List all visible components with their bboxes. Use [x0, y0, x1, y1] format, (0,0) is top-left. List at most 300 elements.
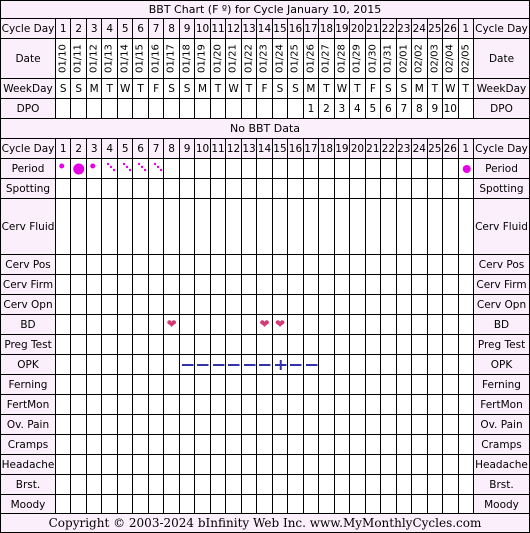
cerv_fluid-cell[interactable] — [195, 199, 210, 255]
cerv_opn-cell[interactable] — [164, 295, 179, 315]
period-cell[interactable] — [459, 159, 474, 179]
cerv_opn-cell[interactable] — [56, 295, 71, 315]
fertmon-cell[interactable] — [366, 395, 381, 415]
moody-cell[interactable] — [288, 495, 303, 515]
brst_tend-cell[interactable] — [319, 475, 334, 495]
cerv_fluid-cell[interactable] — [443, 199, 458, 255]
preg_test-cell[interactable] — [288, 335, 303, 355]
cerv_firm-cell[interactable] — [133, 275, 148, 295]
period-cell[interactable] — [257, 159, 272, 179]
period-cell[interactable] — [288, 159, 303, 179]
moody-cell[interactable] — [71, 495, 86, 515]
spotting-cell[interactable] — [226, 179, 241, 199]
fertmon-cell[interactable] — [319, 395, 334, 415]
cerv_pos-cell[interactable] — [71, 255, 86, 275]
moody-cell[interactable] — [350, 495, 365, 515]
preg_test-cell[interactable] — [118, 335, 133, 355]
fertmon-cell[interactable] — [164, 395, 179, 415]
headache-cell[interactable] — [211, 455, 226, 475]
cerv_opn-cell[interactable] — [397, 295, 412, 315]
ferning-cell[interactable] — [164, 375, 179, 395]
period-cell[interactable] — [381, 159, 396, 179]
brst_tend-cell[interactable] — [226, 475, 241, 495]
moody-cell[interactable] — [118, 495, 133, 515]
ferning-cell[interactable] — [226, 375, 241, 395]
fertmon-cell[interactable] — [149, 395, 164, 415]
ferning-cell[interactable] — [87, 375, 102, 395]
ferning-cell[interactable] — [149, 375, 164, 395]
cerv_firm-cell[interactable] — [226, 275, 241, 295]
opk-cell[interactable] — [211, 355, 226, 375]
spotting-cell[interactable] — [335, 179, 350, 199]
headache-cell[interactable] — [118, 455, 133, 475]
cerv_pos-cell[interactable] — [118, 255, 133, 275]
cerv_opn-cell[interactable] — [133, 295, 148, 315]
preg_test-cell[interactable] — [381, 335, 396, 355]
opk-cell[interactable] — [195, 355, 210, 375]
ov_pain-cell[interactable] — [211, 415, 226, 435]
cerv_fluid-cell[interactable] — [164, 199, 179, 255]
period-cell[interactable] — [195, 159, 210, 179]
cerv_firm-cell[interactable] — [304, 275, 319, 295]
cerv_opn-cell[interactable] — [71, 295, 86, 315]
cerv_fluid-cell[interactable] — [133, 199, 148, 255]
ferning-cell[interactable] — [443, 375, 458, 395]
cerv_fluid-cell[interactable] — [102, 199, 117, 255]
preg_test-cell[interactable] — [102, 335, 117, 355]
moody-cell[interactable] — [195, 495, 210, 515]
cramps-cell[interactable] — [335, 435, 350, 455]
period-cell[interactable] — [443, 159, 458, 179]
ferning-cell[interactable] — [350, 375, 365, 395]
preg_test-cell[interactable] — [273, 335, 288, 355]
brst_tend-cell[interactable] — [180, 475, 195, 495]
opk-cell[interactable] — [412, 355, 427, 375]
spotting-cell[interactable] — [242, 179, 257, 199]
cerv_opn-cell[interactable] — [381, 295, 396, 315]
headache-cell[interactable] — [319, 455, 334, 475]
headache-cell[interactable] — [443, 455, 458, 475]
cerv_pos-cell[interactable] — [366, 255, 381, 275]
preg_test-cell[interactable] — [195, 335, 210, 355]
cerv_firm-cell[interactable] — [428, 275, 443, 295]
cramps-cell[interactable] — [118, 435, 133, 455]
ferning-cell[interactable] — [118, 375, 133, 395]
spotting-cell[interactable] — [149, 179, 164, 199]
opk-cell[interactable] — [273, 355, 288, 375]
moody-cell[interactable] — [304, 495, 319, 515]
ferning-cell[interactable] — [412, 375, 427, 395]
cerv_fluid-cell[interactable] — [211, 199, 226, 255]
headache-cell[interactable] — [273, 455, 288, 475]
moody-cell[interactable] — [459, 495, 474, 515]
spotting-cell[interactable] — [381, 179, 396, 199]
opk-cell[interactable] — [257, 355, 272, 375]
moody-cell[interactable] — [412, 495, 427, 515]
cerv_fluid-cell[interactable] — [304, 199, 319, 255]
cerv_opn-cell[interactable] — [366, 295, 381, 315]
headache-cell[interactable] — [180, 455, 195, 475]
preg_test-cell[interactable] — [87, 335, 102, 355]
period-cell[interactable] — [164, 159, 179, 179]
bd-cell[interactable] — [366, 315, 381, 335]
opk-cell[interactable] — [443, 355, 458, 375]
ov_pain-cell[interactable] — [319, 415, 334, 435]
cerv_fluid-cell[interactable] — [459, 199, 474, 255]
opk-cell[interactable] — [102, 355, 117, 375]
spotting-cell[interactable] — [257, 179, 272, 199]
moody-cell[interactable] — [319, 495, 334, 515]
headache-cell[interactable] — [412, 455, 427, 475]
cerv_fluid-cell[interactable] — [180, 199, 195, 255]
cramps-cell[interactable] — [273, 435, 288, 455]
preg_test-cell[interactable] — [412, 335, 427, 355]
cerv_opn-cell[interactable] — [273, 295, 288, 315]
period-cell[interactable] — [87, 159, 102, 179]
spotting-cell[interactable] — [366, 179, 381, 199]
spotting-cell[interactable] — [180, 179, 195, 199]
ov_pain-cell[interactable] — [397, 415, 412, 435]
opk-cell[interactable] — [350, 355, 365, 375]
opk-cell[interactable] — [180, 355, 195, 375]
ov_pain-cell[interactable] — [71, 415, 86, 435]
cerv_fluid-cell[interactable] — [366, 199, 381, 255]
bd-cell[interactable] — [211, 315, 226, 335]
cerv_opn-cell[interactable] — [87, 295, 102, 315]
cerv_pos-cell[interactable] — [87, 255, 102, 275]
ov_pain-cell[interactable] — [304, 415, 319, 435]
bd-cell[interactable] — [288, 315, 303, 335]
cerv_fluid-cell[interactable] — [381, 199, 396, 255]
spotting-cell[interactable] — [288, 179, 303, 199]
cerv_opn-cell[interactable] — [428, 295, 443, 315]
bd-cell[interactable] — [102, 315, 117, 335]
cramps-cell[interactable] — [211, 435, 226, 455]
cerv_fluid-cell[interactable] — [273, 199, 288, 255]
cerv_fluid-cell[interactable] — [335, 199, 350, 255]
cramps-cell[interactable] — [195, 435, 210, 455]
ov_pain-cell[interactable] — [164, 415, 179, 435]
cerv_fluid-cell[interactable] — [257, 199, 272, 255]
ferning-cell[interactable] — [381, 375, 396, 395]
opk-cell[interactable] — [242, 355, 257, 375]
moody-cell[interactable] — [87, 495, 102, 515]
cerv_firm-cell[interactable] — [118, 275, 133, 295]
brst_tend-cell[interactable] — [257, 475, 272, 495]
period-cell[interactable] — [397, 159, 412, 179]
cerv_firm-cell[interactable] — [381, 275, 396, 295]
cerv_opn-cell[interactable] — [195, 295, 210, 315]
brst_tend-cell[interactable] — [350, 475, 365, 495]
ov_pain-cell[interactable] — [412, 415, 427, 435]
brst_tend-cell[interactable] — [381, 475, 396, 495]
ferning-cell[interactable] — [102, 375, 117, 395]
brst_tend-cell[interactable] — [133, 475, 148, 495]
moody-cell[interactable] — [56, 495, 71, 515]
cerv_firm-cell[interactable] — [195, 275, 210, 295]
ov_pain-cell[interactable] — [133, 415, 148, 435]
spotting-cell[interactable] — [350, 179, 365, 199]
ov_pain-cell[interactable] — [102, 415, 117, 435]
brst_tend-cell[interactable] — [195, 475, 210, 495]
preg_test-cell[interactable] — [242, 335, 257, 355]
cerv_pos-cell[interactable] — [428, 255, 443, 275]
cerv_fluid-cell[interactable] — [428, 199, 443, 255]
headache-cell[interactable] — [257, 455, 272, 475]
bd-cell[interactable] — [71, 315, 86, 335]
brst_tend-cell[interactable] — [56, 475, 71, 495]
bd-cell[interactable] — [180, 315, 195, 335]
moody-cell[interactable] — [133, 495, 148, 515]
cramps-cell[interactable] — [180, 435, 195, 455]
brst_tend-cell[interactable] — [71, 475, 86, 495]
cerv_fluid-cell[interactable] — [118, 199, 133, 255]
fertmon-cell[interactable] — [443, 395, 458, 415]
headache-cell[interactable] — [459, 455, 474, 475]
cerv_fluid-cell[interactable] — [412, 199, 427, 255]
moody-cell[interactable] — [428, 495, 443, 515]
cerv_pos-cell[interactable] — [443, 255, 458, 275]
ferning-cell[interactable] — [133, 375, 148, 395]
moody-cell[interactable] — [226, 495, 241, 515]
headache-cell[interactable] — [288, 455, 303, 475]
ov_pain-cell[interactable] — [335, 415, 350, 435]
preg_test-cell[interactable] — [226, 335, 241, 355]
bd-cell[interactable] — [304, 315, 319, 335]
bd-cell[interactable] — [118, 315, 133, 335]
cramps-cell[interactable] — [133, 435, 148, 455]
spotting-cell[interactable] — [397, 179, 412, 199]
bd-cell[interactable] — [164, 315, 179, 335]
brst_tend-cell[interactable] — [335, 475, 350, 495]
headache-cell[interactable] — [87, 455, 102, 475]
headache-cell[interactable] — [242, 455, 257, 475]
brst_tend-cell[interactable] — [242, 475, 257, 495]
period-cell[interactable] — [428, 159, 443, 179]
headache-cell[interactable] — [102, 455, 117, 475]
ov_pain-cell[interactable] — [242, 415, 257, 435]
period-cell[interactable] — [118, 159, 133, 179]
ov_pain-cell[interactable] — [149, 415, 164, 435]
cerv_fluid-cell[interactable] — [397, 199, 412, 255]
period-cell[interactable] — [319, 159, 334, 179]
cerv_pos-cell[interactable] — [288, 255, 303, 275]
period-cell[interactable] — [180, 159, 195, 179]
headache-cell[interactable] — [381, 455, 396, 475]
ov_pain-cell[interactable] — [87, 415, 102, 435]
cerv_firm-cell[interactable] — [164, 275, 179, 295]
moody-cell[interactable] — [257, 495, 272, 515]
ov_pain-cell[interactable] — [273, 415, 288, 435]
ov_pain-cell[interactable] — [381, 415, 396, 435]
cerv_firm-cell[interactable] — [288, 275, 303, 295]
headache-cell[interactable] — [350, 455, 365, 475]
ferning-cell[interactable] — [56, 375, 71, 395]
fertmon-cell[interactable] — [71, 395, 86, 415]
cerv_firm-cell[interactable] — [180, 275, 195, 295]
bd-cell[interactable] — [133, 315, 148, 335]
fertmon-cell[interactable] — [242, 395, 257, 415]
cerv_opn-cell[interactable] — [459, 295, 474, 315]
fertmon-cell[interactable] — [304, 395, 319, 415]
ov_pain-cell[interactable] — [459, 415, 474, 435]
brst_tend-cell[interactable] — [211, 475, 226, 495]
ov_pain-cell[interactable] — [257, 415, 272, 435]
cerv_opn-cell[interactable] — [226, 295, 241, 315]
bd-cell[interactable] — [149, 315, 164, 335]
cerv_firm-cell[interactable] — [273, 275, 288, 295]
moody-cell[interactable] — [164, 495, 179, 515]
cerv_opn-cell[interactable] — [242, 295, 257, 315]
headache-cell[interactable] — [226, 455, 241, 475]
preg_test-cell[interactable] — [149, 335, 164, 355]
cerv_pos-cell[interactable] — [335, 255, 350, 275]
cerv_pos-cell[interactable] — [180, 255, 195, 275]
headache-cell[interactable] — [335, 455, 350, 475]
ov_pain-cell[interactable] — [118, 415, 133, 435]
cramps-cell[interactable] — [443, 435, 458, 455]
preg_test-cell[interactable] — [180, 335, 195, 355]
cerv_fluid-cell[interactable] — [350, 199, 365, 255]
preg_test-cell[interactable] — [335, 335, 350, 355]
ov_pain-cell[interactable] — [226, 415, 241, 435]
cerv_opn-cell[interactable] — [319, 295, 334, 315]
brst_tend-cell[interactable] — [164, 475, 179, 495]
cerv_fluid-cell[interactable] — [87, 199, 102, 255]
ferning-cell[interactable] — [319, 375, 334, 395]
preg_test-cell[interactable] — [428, 335, 443, 355]
cerv_firm-cell[interactable] — [350, 275, 365, 295]
cerv_fluid-cell[interactable] — [71, 199, 86, 255]
cramps-cell[interactable] — [428, 435, 443, 455]
cerv_firm-cell[interactable] — [211, 275, 226, 295]
cramps-cell[interactable] — [71, 435, 86, 455]
ov_pain-cell[interactable] — [56, 415, 71, 435]
period-cell[interactable] — [56, 159, 71, 179]
headache-cell[interactable] — [366, 455, 381, 475]
spotting-cell[interactable] — [211, 179, 226, 199]
cerv_pos-cell[interactable] — [56, 255, 71, 275]
cerv_firm-cell[interactable] — [242, 275, 257, 295]
headache-cell[interactable] — [56, 455, 71, 475]
preg_test-cell[interactable] — [366, 335, 381, 355]
brst_tend-cell[interactable] — [87, 475, 102, 495]
preg_test-cell[interactable] — [397, 335, 412, 355]
ferning-cell[interactable] — [242, 375, 257, 395]
brst_tend-cell[interactable] — [443, 475, 458, 495]
brst_tend-cell[interactable] — [459, 475, 474, 495]
preg_test-cell[interactable] — [350, 335, 365, 355]
brst_tend-cell[interactable] — [304, 475, 319, 495]
cerv_firm-cell[interactable] — [149, 275, 164, 295]
cerv_fluid-cell[interactable] — [56, 199, 71, 255]
bd-cell[interactable] — [319, 315, 334, 335]
spotting-cell[interactable] — [102, 179, 117, 199]
ferning-cell[interactable] — [195, 375, 210, 395]
cerv_firm-cell[interactable] — [397, 275, 412, 295]
ov_pain-cell[interactable] — [366, 415, 381, 435]
spotting-cell[interactable] — [164, 179, 179, 199]
ferning-cell[interactable] — [273, 375, 288, 395]
cerv_opn-cell[interactable] — [443, 295, 458, 315]
spotting-cell[interactable] — [133, 179, 148, 199]
preg_test-cell[interactable] — [304, 335, 319, 355]
ferning-cell[interactable] — [335, 375, 350, 395]
opk-cell[interactable] — [366, 355, 381, 375]
period-cell[interactable] — [350, 159, 365, 179]
cerv_pos-cell[interactable] — [412, 255, 427, 275]
cramps-cell[interactable] — [412, 435, 427, 455]
ov_pain-cell[interactable] — [195, 415, 210, 435]
spotting-cell[interactable] — [56, 179, 71, 199]
cramps-cell[interactable] — [102, 435, 117, 455]
bd-cell[interactable] — [397, 315, 412, 335]
fertmon-cell[interactable] — [102, 395, 117, 415]
preg_test-cell[interactable] — [319, 335, 334, 355]
fertmon-cell[interactable] — [133, 395, 148, 415]
fertmon-cell[interactable] — [428, 395, 443, 415]
opk-cell[interactable] — [459, 355, 474, 375]
cerv_pos-cell[interactable] — [319, 255, 334, 275]
spotting-cell[interactable] — [319, 179, 334, 199]
opk-cell[interactable] — [226, 355, 241, 375]
period-cell[interactable] — [304, 159, 319, 179]
headache-cell[interactable] — [164, 455, 179, 475]
brst_tend-cell[interactable] — [102, 475, 117, 495]
bd-cell[interactable] — [242, 315, 257, 335]
cerv_pos-cell[interactable] — [257, 255, 272, 275]
opk-cell[interactable] — [149, 355, 164, 375]
fertmon-cell[interactable] — [273, 395, 288, 415]
ferning-cell[interactable] — [257, 375, 272, 395]
cerv_pos-cell[interactable] — [164, 255, 179, 275]
cerv_pos-cell[interactable] — [397, 255, 412, 275]
spotting-cell[interactable] — [304, 179, 319, 199]
cerv_firm-cell[interactable] — [443, 275, 458, 295]
ferning-cell[interactable] — [459, 375, 474, 395]
cerv_opn-cell[interactable] — [412, 295, 427, 315]
headache-cell[interactable] — [149, 455, 164, 475]
cerv_opn-cell[interactable] — [335, 295, 350, 315]
cerv_firm-cell[interactable] — [257, 275, 272, 295]
period-cell[interactable] — [335, 159, 350, 179]
period-cell[interactable] — [412, 159, 427, 179]
bd-cell[interactable] — [87, 315, 102, 335]
spotting-cell[interactable] — [71, 179, 86, 199]
cramps-cell[interactable] — [149, 435, 164, 455]
headache-cell[interactable] — [195, 455, 210, 475]
ferning-cell[interactable] — [366, 375, 381, 395]
cerv_firm-cell[interactable] — [366, 275, 381, 295]
opk-cell[interactable] — [397, 355, 412, 375]
cerv_pos-cell[interactable] — [133, 255, 148, 275]
ov_pain-cell[interactable] — [428, 415, 443, 435]
ferning-cell[interactable] — [288, 375, 303, 395]
fertmon-cell[interactable] — [397, 395, 412, 415]
moody-cell[interactable] — [381, 495, 396, 515]
opk-cell[interactable] — [428, 355, 443, 375]
brst_tend-cell[interactable] — [366, 475, 381, 495]
preg_test-cell[interactable] — [71, 335, 86, 355]
fertmon-cell[interactable] — [288, 395, 303, 415]
cramps-cell[interactable] — [366, 435, 381, 455]
ov_pain-cell[interactable] — [180, 415, 195, 435]
ov_pain-cell[interactable] — [443, 415, 458, 435]
bd-cell[interactable] — [273, 315, 288, 335]
cramps-cell[interactable] — [87, 435, 102, 455]
fertmon-cell[interactable] — [180, 395, 195, 415]
spotting-cell[interactable] — [459, 179, 474, 199]
